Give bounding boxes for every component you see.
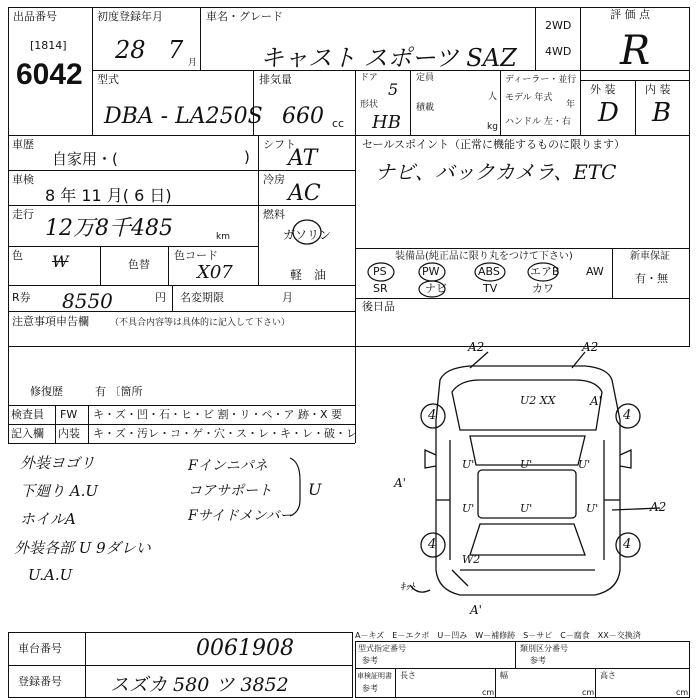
- note-right-3: Fサイドメンバー: [188, 508, 294, 524]
- displacement-value: 660: [282, 104, 324, 129]
- ac-label: 冷房: [263, 173, 285, 186]
- chassis-value: 0061908: [196, 636, 294, 661]
- lot-label: 出品番号: [13, 10, 57, 23]
- car-diagram: [0, 0, 1, 1]
- mark-u2-xx: U2 XX: [520, 394, 556, 407]
- color-change-label: 色替: [128, 258, 150, 271]
- name-label: 車名・グレード: [206, 10, 283, 23]
- equip-leather: カワ: [532, 282, 554, 295]
- reg-value: スズカ 580 ツ 3852: [110, 674, 289, 696]
- shift-value: AT: [288, 146, 318, 171]
- back-date-label: 後日品: [362, 300, 395, 313]
- length-label: 長さ: [400, 671, 416, 680]
- ac-value: AC: [288, 181, 321, 206]
- note-left-3: ホイルA: [20, 510, 76, 528]
- color-value: W: [52, 252, 69, 271]
- model-year-label: モデル 年式: [505, 93, 553, 103]
- mark-4-fl: 4: [428, 408, 437, 423]
- inspection-value: 8 年 11 月( 6 日): [45, 186, 172, 205]
- form-ref: 参考: [362, 656, 378, 665]
- damage-legend: A－キズ E－エクボ U－凹み W－補修跡 S－サビ C－腐食 XX－交換済: [355, 631, 641, 640]
- mileage-value: 12万8千485: [45, 216, 173, 241]
- equip-ps: PS: [373, 265, 387, 278]
- equip-airbag: エアB: [530, 265, 560, 278]
- grade-label: 評 価 点: [610, 8, 650, 21]
- form-label: 型式指定番号: [358, 644, 406, 653]
- length-cm: cm: [482, 688, 495, 697]
- interior-inspect-label: 内装: [58, 427, 80, 440]
- note-right-2: コアサポート: [188, 483, 272, 499]
- warranty-value: 有・無: [635, 272, 668, 285]
- note-left-2: 下廻り A.U: [20, 482, 99, 500]
- width-label: 幅: [500, 671, 508, 680]
- fuel-label: 燃料: [263, 208, 285, 221]
- displacement-label: 排気量: [259, 73, 292, 86]
- color-label: 色: [12, 249, 23, 262]
- reg-label: 登録番号: [18, 675, 62, 688]
- yen-unit: 円: [155, 291, 166, 304]
- history-value: 自家用・(: [52, 150, 118, 168]
- mark-u1-a: U': [462, 458, 475, 471]
- equip-pw: PW: [422, 265, 440, 278]
- chassis-label: 車台番号: [18, 642, 62, 655]
- vehicle-ref: 参考: [362, 684, 378, 693]
- fuel-gas: ガソリン: [283, 228, 332, 242]
- mark-u1-c: U': [578, 458, 591, 471]
- note-right-1: Fインニパネ: [188, 458, 268, 474]
- notes-hint: （不具合内容等は具体的に記入して下さい）: [110, 318, 291, 328]
- mark-u1-e: U': [520, 502, 533, 515]
- mark-a2-front-left: A2: [468, 340, 485, 354]
- drive-4wd: 4WD: [545, 45, 572, 58]
- mark-a1-right-front: A': [590, 394, 602, 408]
- fw-items: キ・ズ・凹・石・ヒ・ビ 割・リ・ペ・ア 跡・X 要: [93, 408, 343, 421]
- name-change-month: 月: [282, 291, 293, 304]
- mark-u1-d: U': [462, 502, 475, 515]
- note-left-1: 外装ヨゴリ: [20, 454, 96, 472]
- mark-u1-b: U': [520, 458, 533, 471]
- model-year-unit: 年: [566, 100, 576, 110]
- model-label: 型式: [97, 73, 119, 86]
- shift-label: シフト: [263, 138, 296, 151]
- cc-unit: cc: [332, 117, 345, 130]
- sticker-mark: ｷｯﾄ: [400, 582, 415, 593]
- first-reg-year: 28: [115, 36, 146, 64]
- mark-4-rr: 4: [623, 537, 632, 552]
- note-right-mark: U: [308, 480, 322, 499]
- month-unit: 月: [188, 58, 198, 68]
- person-unit: 人: [488, 92, 498, 102]
- equipment-label: 装備品(純正品に限り丸をつけて下さい): [395, 251, 573, 262]
- equip-navi: ナビ: [425, 282, 447, 295]
- note-left-5: U.A.U: [28, 566, 73, 584]
- mark-a1-rear: A': [470, 603, 482, 617]
- class-label: 類別区分番号: [520, 644, 568, 653]
- mark-a2-right: A2: [650, 500, 667, 514]
- name-value: キャスト スポーツ SAZ: [260, 44, 517, 72]
- drive-2wd: 2WD: [545, 19, 572, 32]
- mark-4-rl: 4: [428, 537, 437, 552]
- equip-tv: TV: [483, 282, 498, 295]
- width-cm: cm: [582, 688, 595, 697]
- height-cm: cm: [676, 688, 689, 697]
- grade-value: R: [620, 28, 651, 74]
- capacity-label: 定員: [416, 73, 435, 83]
- color-code-value: X07: [197, 262, 233, 283]
- inspector-label: 検査員: [11, 408, 44, 421]
- recycle-value: 8550: [62, 289, 113, 313]
- shape-value: HB: [372, 112, 401, 133]
- class-ref: 参考: [530, 656, 546, 665]
- km-unit: km: [216, 232, 230, 242]
- doors-label: ドア: [360, 73, 378, 83]
- history-label: 車歴: [12, 138, 34, 151]
- mark-a1-left: A': [394, 476, 406, 490]
- first-reg-month: 7: [168, 36, 184, 64]
- first-reg-label: 初度登録年月: [97, 10, 163, 23]
- mark-a2-front-right: A2: [582, 340, 599, 354]
- height-label: 高さ: [600, 671, 616, 680]
- fuel-diesel: 軽 油: [290, 268, 327, 282]
- repair-label: 修復歴: [30, 385, 63, 398]
- exterior-value: D: [598, 98, 619, 128]
- mileage-label: 走行: [12, 208, 34, 221]
- lot-sub: [1814]: [30, 39, 67, 52]
- doors-value: 5: [388, 80, 399, 99]
- vehicle-label: 車検証明書: [357, 672, 392, 680]
- kg-unit: kg: [487, 122, 498, 132]
- recycle-label: R券: [12, 291, 31, 304]
- mark-w2: W2: [462, 553, 481, 566]
- new-warranty-label: 新車保証: [630, 251, 670, 262]
- shape-label: 形状: [360, 100, 379, 110]
- entry-label: 記入欄: [11, 427, 44, 440]
- inspection-label: 車検: [12, 173, 34, 186]
- repair-value: 有 〔箇所: [95, 385, 143, 398]
- mark-u1-f: U': [586, 502, 599, 515]
- lot-number: 6042: [16, 58, 83, 91]
- sales-point-value: ナビ、バックカメラ、ETC: [375, 160, 617, 184]
- color-code-label: 色コード: [174, 249, 218, 262]
- equip-sr: SR: [373, 282, 388, 295]
- interior-items: キ・ズ・汚レ・コ・ゲ・穴・ス・レ・キ・レ・破・レ: [93, 427, 357, 440]
- dealer-label: ディーラー・並行: [505, 75, 577, 85]
- equip-abs: ABS: [478, 265, 500, 278]
- mark-4-fr: 4: [623, 408, 632, 423]
- sales-point-label: セールスポイント（正常に機能するものに限ります）: [362, 138, 626, 151]
- interior-value: B: [652, 98, 672, 128]
- exterior-label: 外 装: [590, 83, 616, 96]
- model-value: DBA - LA250S: [104, 104, 263, 129]
- history-close: ): [244, 148, 250, 166]
- interior-label: 内 装: [645, 83, 671, 96]
- notes-label: 注意事項申告欄: [12, 315, 89, 328]
- load-label: 積載: [416, 103, 435, 113]
- equip-aw: AW: [586, 265, 604, 278]
- fw-label: FW: [60, 408, 78, 421]
- note-left-4: 外装各部 U 9ダレい: [14, 539, 151, 557]
- handle-label: ハンドル 左・右: [505, 117, 571, 127]
- name-change-label: 名変期限: [180, 291, 224, 304]
